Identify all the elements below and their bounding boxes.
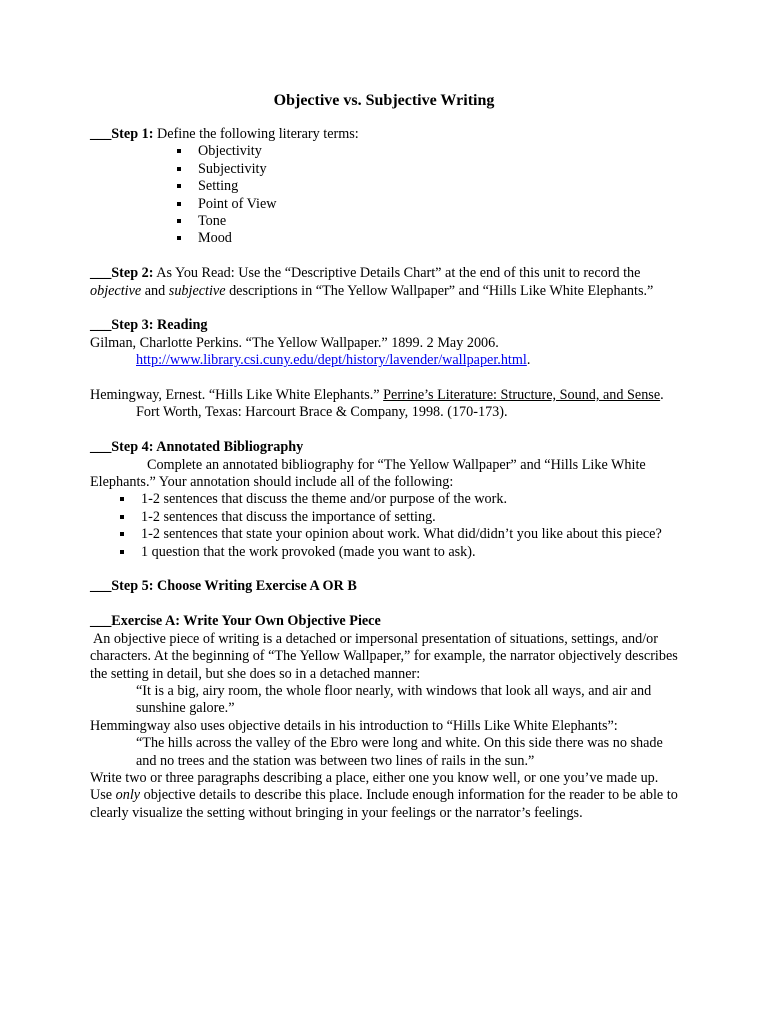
step-2-text: descriptions in “The Yellow Wallpaper” and “Hills Like White Elephants.” [225, 282, 654, 299]
exercise-a-paragraph-2: Hemmingway also uses objective details in his introduction to “Hills Like White Elephants”: [90, 717, 618, 734]
paragraph-text: objective details to describe this place. Include enough information for the reader to be able to clearly visualize the setting without bringing in your feelings or the narrator’s feelings. [90, 787, 678, 821]
wallpaper-link[interactable]: http://www.library.csi.cuny.edu/dept/history/lavender/wallpaper.html [136, 352, 527, 369]
step-4-label: Step 4: Annotated Bibliography [111, 439, 304, 456]
exercise-a-paragraph-1: An objective piece of writing is a detached or impersonal presentation of situations, settings, and/or characters. At the beginning of “The Yellow Wallpaper,” for example, the narrator objectively describes the setting in detail, but she does so in a detached manner: [90, 630, 678, 682]
list-item: ▪ Tone [192, 213, 680, 230]
citation-book-title: Perrine’s Literature: Structure, Sound, and Sense [383, 387, 661, 404]
step-1-text: Define the following literary terms: [153, 126, 359, 142]
page-title: Objective vs. Subjective Writing [273, 92, 495, 109]
step-5-checkbox-blank: ___ [90, 578, 112, 595]
step-1 [90, 126, 680, 143]
step-3-label: Step 3: Reading [111, 317, 208, 334]
emphasis-only: only [115, 787, 141, 804]
step-4 [90, 439, 680, 456]
citation-text: Gilman, Charlotte Perkins. “The Yellow Wallpaper.” 1899. 2 May 2006. [90, 334, 499, 351]
step-2-text: As You Read: Use the “Descriptive Details Chart” at the end of this unit to record the [153, 265, 641, 282]
quote-yellow-wallpaper: “It is a big, airy room, the whole floor nearly, with windows that look all ways, and air and sunshine galore.” [136, 682, 652, 717]
step-4-checkbox-blank: ___ [90, 439, 112, 456]
step-5 [90, 578, 680, 595]
list-item: ▪ Point of View [192, 196, 680, 213]
emphasis-subjective: subjective [168, 282, 226, 299]
step-1-label: Step 1: [111, 126, 154, 142]
list-item: ▪ 1-2 sentences that discuss the theme and/or purpose of the work. [135, 491, 680, 508]
step-2-text: and [141, 282, 169, 299]
exercise-a-label: Exercise A: Write Your Own Objective Piece [111, 613, 381, 630]
citation-text: Hemingway, Ernest. “Hills Like White Elephants.” [90, 387, 384, 404]
step-4-text: Complete an annotated bibliography for “The Yellow Wallpaper” and “Hills Like White Elephants.” Your annotation should include all of the following: [90, 456, 646, 491]
step-2-checkbox-blank: ___ [90, 265, 112, 282]
list-item: ▪ Subjectivity [192, 161, 680, 178]
step-1-checkbox-blank: ___ [90, 126, 112, 142]
citation-end: . [526, 352, 531, 369]
list-item: ▪ 1 question that the work provoked (made you want to ask). [135, 544, 680, 561]
exercise-a-paragraph-3 [90, 770, 680, 822]
quote-hills-like-white-elephants: “The hills across the valley of the Ebro were long and white. On this side there was no shade and no trees and the station was between two lines of rails in the sun.” [136, 735, 663, 769]
list-item: ▪ 1-2 sentences that state your opinion about work. What did/didn’t you like about this piece? [135, 526, 680, 543]
step-3-checkbox-blank: ___ [90, 317, 112, 334]
step-2-label: Step 2: [111, 265, 154, 282]
step-2 [90, 265, 680, 300]
literary-terms-list [90, 143, 680, 247]
list-item: ▪ 1-2 sentences that discuss the importance of setting. [135, 509, 680, 526]
step-3 [90, 317, 680, 334]
exercise-a-checkbox-blank: ___ [90, 613, 112, 630]
list-item: ▪ Objectivity [192, 143, 680, 160]
citation-end: . Fort Worth, Texas: Harcourt Brace & Company, 1998. (170-173). [136, 387, 664, 421]
citation-gilman [90, 335, 680, 370]
paragraph-text: Write two or three paragraphs describing a place, either one you know well, or one you’ve made up. Use [90, 769, 659, 804]
annotation-requirements-list [90, 491, 680, 561]
step-5-label: Step 5: Choose Writing Exercise A OR B [111, 578, 357, 595]
citation-hemingway [90, 387, 680, 422]
emphasis-objective: objective [90, 282, 142, 299]
document-body [90, 126, 680, 822]
exercise-a [90, 613, 680, 630]
list-item: ▪ Setting [192, 178, 680, 195]
list-item: ▪ Mood [192, 230, 680, 247]
